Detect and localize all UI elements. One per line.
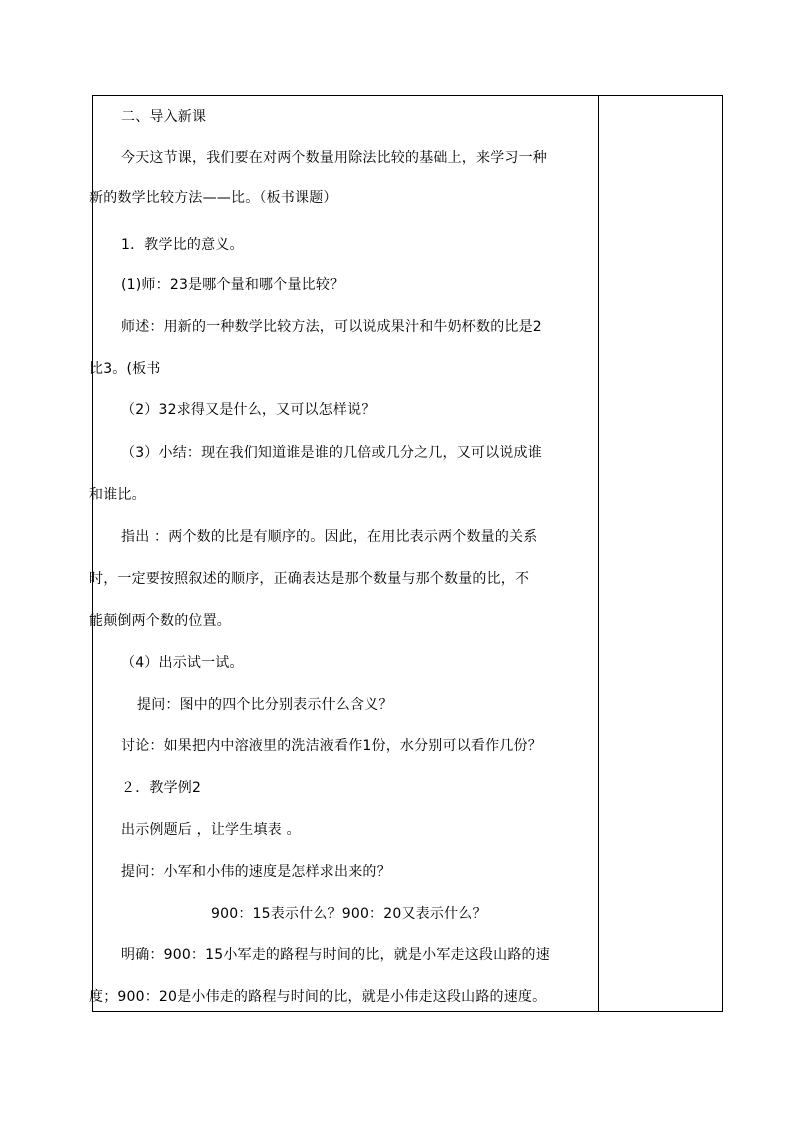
paragraph-line: （3）小结：现在我们知道谁是谁的几倍或几分之几，又可以说成谁: [121, 445, 542, 461]
section-heading: 二、导入新课: [121, 109, 207, 125]
lesson-table: [89, 95, 723, 1012]
paragraph-line: 新的数学比较方法——比。（板书课题）: [89, 190, 338, 206]
paragraph-line: 时，一定要按照叙述的顺序，正确表达是那个数量与那个数量的比，不: [89, 571, 530, 587]
paragraph-line: 度；900：20是小伟走的路程与时间的比，就是小伟走这段山路的速度。: [89, 989, 547, 1005]
paragraph-line: （4）出示试一试。: [121, 655, 244, 671]
paragraph-line: 明确：900：15小军走的路程与时间的比，就是小军走这段山路的速: [121, 947, 550, 963]
paragraph-line: 900：15表示什么？900：20又表示什么？: [211, 906, 487, 922]
paragraph-line: 提问：图中的四个比分别表示什么含义？: [137, 697, 393, 713]
paragraph-line: 今天这节课，我们要在对两个数量用除法比较的基础上，来学习一种: [121, 150, 547, 166]
subsection-heading: 1．教学比的意义。: [121, 237, 244, 253]
paragraph-line: 指出 ：两个数的比是有顺序的。因此，在用比表示两个数量的关系: [121, 529, 538, 545]
paragraph-line: （2）32求得又是什么，又可以怎样说？: [121, 402, 376, 418]
paragraph-line: 比3。(板书: [89, 361, 161, 377]
paragraph-line: 和谁比。: [89, 487, 146, 503]
paragraph-line: (1)师：23是哪个量和哪个量比较？: [121, 277, 345, 293]
paragraph-line: 提问：小军和小伟的速度是怎样求出来的？: [121, 864, 391, 880]
subsection-heading: ２．教学例2: [121, 780, 202, 796]
paragraph-line: 能颠倒两个数的位置。: [89, 613, 231, 629]
paragraph-line: 讨论：如果把内中溶液里的洗洁液看作1份，水分别可以看作几份？: [121, 738, 542, 754]
paragraph-line: 师述：用新的一种数学比较方法，可以说成果汁和牛奶杯数的比是2: [121, 319, 542, 335]
lesson-content-cell: [89, 96, 598, 1011]
paragraph-line: 出示例题后 ，让学生填表 。: [121, 822, 301, 838]
notes-cell: [599, 96, 722, 1011]
